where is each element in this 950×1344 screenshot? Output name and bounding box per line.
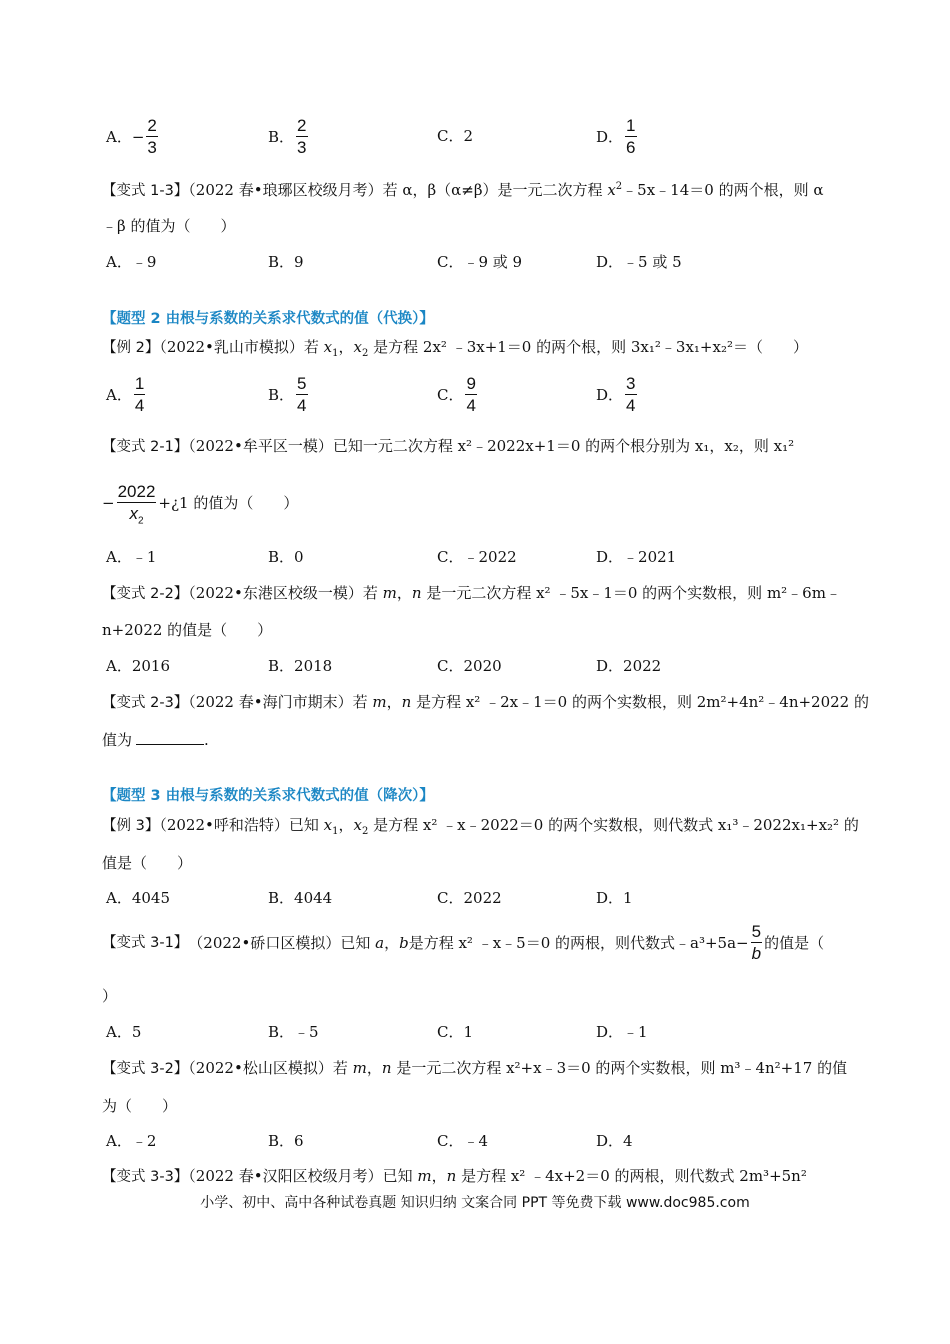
ex2-option-a: A． $\frac{1}{4}$ — [106, 374, 145, 415]
ex3-option-a: A．4045 — [106, 889, 171, 907]
v32-option-b: B．6 — [268, 1132, 304, 1150]
variant-2-2: 【变式 2-2】（2022•东港区校级一模）若 m，n 是一元二次方程 x² ﹣5x﹣1＝0 的两个实数根，则 m²﹣6m﹣ — [102, 584, 841, 602]
v13-option-c: C．﹣9 或 9 — [437, 253, 523, 271]
section-heading-3: 【题型 3 由根与系数的关系求代数式的值（降次）】 — [102, 788, 434, 804]
v32-option-d: D．4 — [596, 1132, 633, 1150]
v13-option-d: D．﹣5 或 5 — [596, 253, 682, 271]
variant-3-3: 【变式 3-3】（2022 春•汉阳区校级月考）已知 m，n 是方程 x² ﹣4x+2＝0 的两根，则代数式 2m³+5n² — [102, 1167, 807, 1185]
variant-3-1-line2: ） — [102, 987, 118, 1005]
v21-option-a: A．﹣1 — [106, 548, 157, 566]
variant-3-2: 【变式 3-2】（2022•松山区模拟）若 m，n 是一元二次方程 x²+x﹣3＝0 的两个实数根，则 m³﹣4n²+17 的值 — [102, 1059, 848, 1077]
v22-option-a: A．2016 — [106, 657, 171, 675]
variant-2-3-line2: 值为 . — [102, 731, 209, 749]
ex2-option-c: C． $\frac{9}{4}$ — [437, 374, 476, 415]
option-d: D． $\frac{1}{6}$ — [596, 116, 636, 157]
v31-option-c: C．1 — [437, 1023, 474, 1041]
variant-2-1: 【变式 2-1】（2022•牟平区一模）已知一元二次方程 x²﹣2022x+1＝0 的两个根分别为 x₁，x₂，则 x₁² — [102, 437, 795, 455]
ex3-option-b: B．4044 — [268, 889, 333, 907]
v22-option-b: B．2018 — [268, 657, 333, 675]
option-b: B． $\frac{2}{3}$ — [268, 116, 307, 157]
v21-option-c: C．﹣2022 — [437, 548, 517, 566]
ex2-option-d: D． $\frac{3}{4}$ — [596, 374, 636, 415]
v31-option-b: B．﹣5 — [268, 1023, 319, 1041]
example-2: 【例 2】（2022•乳山市模拟）若 $x_1$，$x_2$ 是方程 2x² ﹣3x+1＝0 的两个根，则 3x₁²﹣3x₁+x₂²＝（ ） — [102, 338, 808, 359]
option-a: A． − $\frac{2}{3}$ — [106, 116, 157, 157]
v22-option-c: C．2020 — [437, 657, 502, 675]
ex2-option-b: B． $\frac{5}{4}$ — [268, 374, 307, 415]
section-heading-2: 【题型 2 由根与系数的关系求代数式的值（代换）】 — [102, 311, 434, 327]
v13-option-b: B．9 — [268, 253, 304, 271]
page-footer: 小学、初中、高中各种试卷真题 知识归纳 文案合同 PPT 等免费下载 www.doc985.com — [200, 1195, 750, 1211]
v13-option-a: A．﹣9 — [106, 253, 157, 271]
v21-option-b: B．0 — [268, 548, 304, 566]
variant-1-3-line2: ﹣β 的值为（ ） — [102, 217, 236, 235]
example-3-line2: 值是（ ） — [102, 854, 193, 872]
variant-3-2-line2: 为（ ） — [102, 1097, 178, 1115]
variant-2-2-line2: n+2022 的值是（ ） — [102, 621, 273, 639]
variant-1-3: 【变式 1-3】（2022 春•琅琊区校级月考）若 α，β（α≠β）是一元二次方程 $x^2﹣5x﹣14=0$ 的两个根，则 α — [102, 181, 824, 199]
options-row-1-2 — [0, 116, 950, 156]
example-3: 【例 3】（2022•呼和浩特）已知 $x_1$，$x_2$ 是方程 x² ﹣x﹣2022＝0 的两个实数根，则代数式 x₁³﹣2022x₁+x₂² 的 — [102, 816, 859, 837]
ex3-option-c: C．2022 — [437, 889, 502, 907]
v32-option-c: C．﹣4 — [437, 1132, 489, 1150]
variant-3-1: 【变式 3-1】 （2022•硚口区模拟） 已知 a，b 是方程 x² ﹣x﹣5＝0 的两根，则代数式﹣a³+5a − $\frac{5}{b}$ 的值是（ — [102, 922, 825, 963]
v22-option-d: D．2022 — [596, 657, 662, 675]
v21-option-d: D．﹣2021 — [596, 548, 677, 566]
ex3-option-d: D．1 — [596, 889, 633, 907]
v31-option-a: A．5 — [106, 1023, 142, 1041]
options-row-ex2 — [0, 374, 950, 414]
answer-blank[interactable] — [136, 730, 204, 745]
v31-option-d: D．﹣1 — [596, 1023, 648, 1041]
option-c: C．2 — [437, 127, 474, 145]
variant-2-3: 【变式 2-3】（2022 春•海门市期末）若 m，n 是方程 x² ﹣2x﹣1＝0 的两个实数根，则 2m²+4n²﹣4n+2022 的 — [102, 693, 869, 711]
v32-option-a: A．﹣2 — [106, 1132, 157, 1150]
variant-2-1-line2: − $\frac{2022}{x_2}$ +¿1 的值为（ ） — [102, 482, 299, 527]
